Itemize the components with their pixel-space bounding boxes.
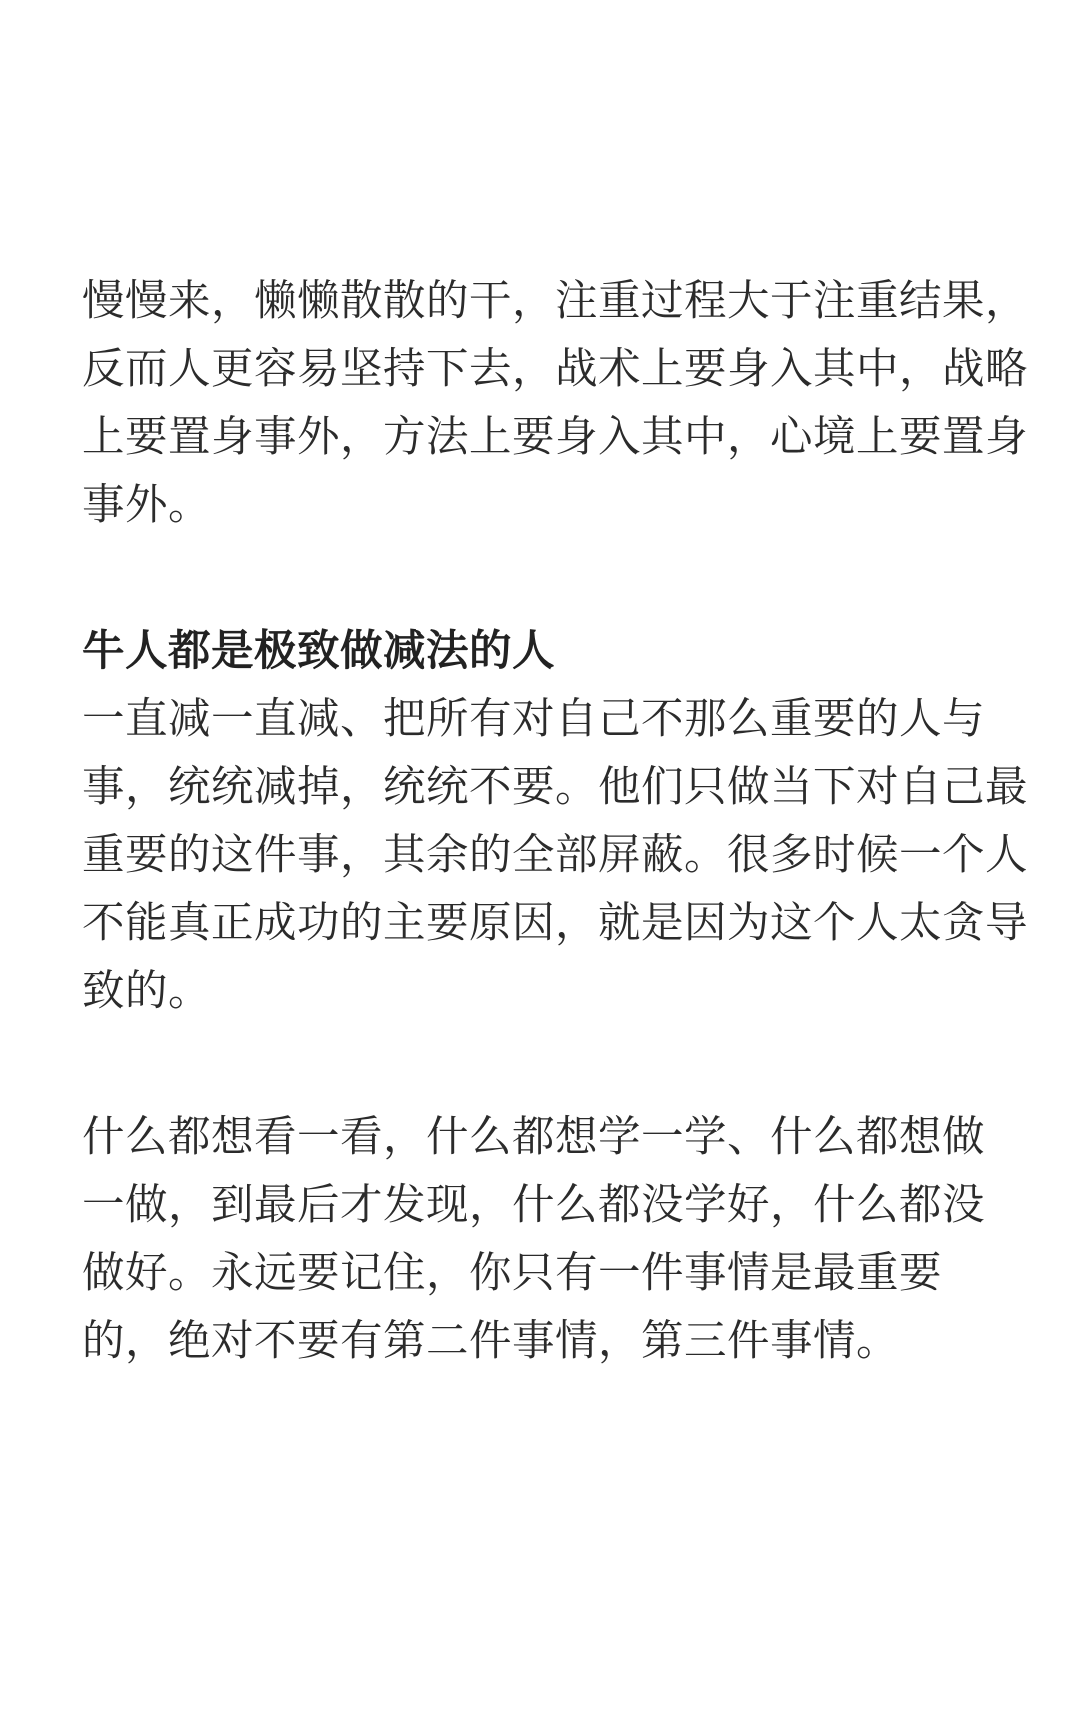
section-heading: 牛人都是极致做减法的人 [82, 627, 556, 676]
paragraph-intro: 慢慢来，懒懒散散的干，注重过程大于注重结果，反而人更容易坚持下去，战术上要身入其中，战略上要置身事外，方法上要身入其中，心境上要置身事外。 [82, 277, 1029, 530]
paragraph-subtraction: 一直减一直减、把所有对自己不那么重要的人与事，统统减掉，统统不要。他们只做当下对自己最重要的这件事，其余的全部屏蔽。很多时候一个人不能真正成功的主要原因，就是因为这个人太贪导致的。 [82, 695, 1029, 1016]
paragraph-focus: 什么都想看一看，什么都想学一学、什么都想做一做，到最后才发现，什么都没学好，什么都没做好。永远要记住，你只有一件事情是最重要的，绝对不要有第二件事情，第三件事情。 [82, 1113, 986, 1366]
article-body [82, 268, 1062, 1376]
